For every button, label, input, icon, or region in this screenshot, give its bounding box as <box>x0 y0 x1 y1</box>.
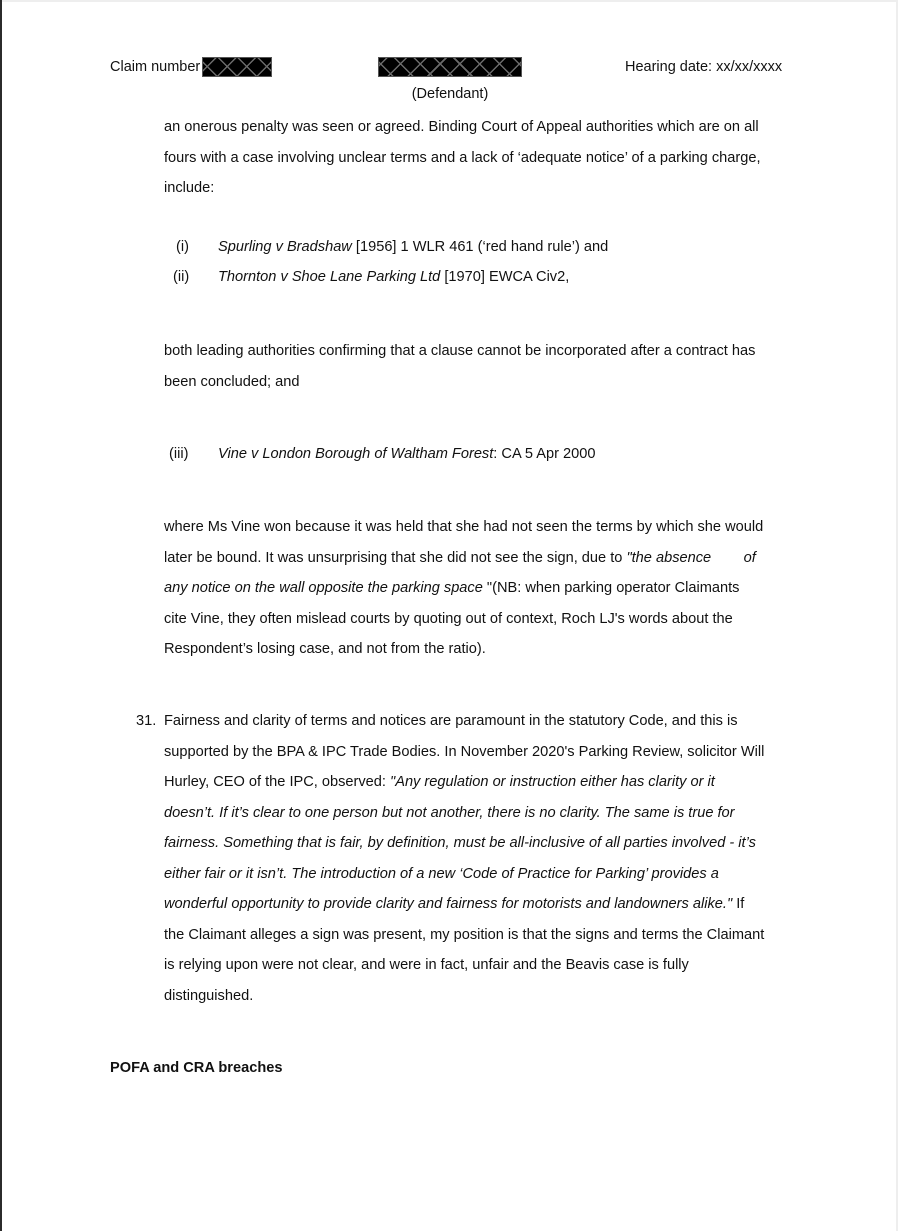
text-line: Fairness and clarity of terms and notices are paramount in the statutory Code, and this is <box>164 713 738 729</box>
quote-span: "the absence of <box>626 549 756 566</box>
text-line: both leading authorities confirming that a clause cannot be incorporated after a contract has <box>164 343 756 359</box>
quote-span: wonderful opportunity to provide clarity and fairness for motorists and landowners alike." <box>164 896 733 912</box>
section-heading: POFA and CRA breaches <box>110 1060 283 1076</box>
list-number: (iii) <box>169 446 189 462</box>
text-line: an onerous penalty was seen or agreed. Binding Court of Appeal authorities which are on all <box>164 119 759 135</box>
text-line <box>164 859 804 890</box>
text-line: supported by the BPA & IPC Trade Bodies. In November 2020's Parking Review, solicitor Will <box>164 743 765 760</box>
text-line: cite Vine, they often mislead courts by quoting out of context, Roch LJ's words about the <box>164 610 733 627</box>
text-span: Hurley, CEO of the IPC, observed: <box>164 774 391 790</box>
text-line: is relying upon were not clear, and were in fact, unfair and the Beavis case is fully <box>164 957 689 973</box>
text-line: include: <box>164 180 215 196</box>
text-span: If <box>732 896 745 912</box>
text-line <box>164 889 804 920</box>
quote-span: either fair or it isn’t. The introduction of a new ‘Code of Practice for Parking’ provides a <box>164 865 719 882</box>
authority-citation <box>218 444 596 464</box>
quote-span: fairness. Something that is fair, by definition, must be all-inclusive of all parties involved - it’s <box>164 835 756 851</box>
list-number: (ii) <box>173 269 190 285</box>
text-line: been concluded; and <box>164 373 300 390</box>
text-line <box>164 798 804 829</box>
claim-number-redaction <box>202 57 272 77</box>
quote-span: doesn’t. If it’s clear to one person but not another, there is no clarity. The same is true for <box>164 804 735 821</box>
paragraph-number: 31. <box>136 713 157 729</box>
authority-citation <box>218 267 569 287</box>
text-line: Respondent’s losing case, and not from the ratio). <box>164 641 486 657</box>
case-name: Thornton v Shoe Lane Parking Ltd <box>218 269 441 285</box>
quote-span: any notice on the wall opposite the parking space <box>164 580 487 596</box>
vine-paragraph <box>164 512 804 665</box>
text-line <box>164 573 804 604</box>
text-line: the Claimant alleges a sign was present, my position is that the signs and terms the Claimant <box>164 926 765 943</box>
text-line: distinguished. <box>164 987 254 1004</box>
claim-number-label: Claim number <box>110 59 201 75</box>
defendant-field <box>378 57 522 104</box>
text-line <box>164 828 804 859</box>
text-line <box>164 543 804 574</box>
text-span: "(NB: when parking operator Claimants <box>486 580 740 596</box>
citation-text: : CA 5 Apr 2000 <box>493 446 596 462</box>
citation-text: [1956] 1 WLR 461 (‘red hand rule’) and <box>351 239 609 255</box>
document-page <box>2 2 896 1231</box>
quote-span: "Any regulation or instruction either has clarity or it <box>390 774 715 790</box>
list-number: (i) <box>176 239 189 255</box>
defendant-name-redaction <box>378 57 522 77</box>
citation-text: [1970] EWCA Civ2, <box>440 269 570 285</box>
defendant-label: (Defendant) <box>411 86 489 102</box>
text-line: where Ms Vine won because it was held that she had not seen the terms by which she would <box>164 519 764 535</box>
text-span: later be bound. It was unsurprising that she did not see the sign, due to <box>164 549 627 566</box>
text-line: fours with a case involving unclear terms and a lack of ‘adequate notice’ of a parking charge, <box>164 149 761 166</box>
text-line <box>164 767 804 798</box>
claim-number-field <box>110 57 272 77</box>
case-name: Spurling v Bradshaw <box>218 239 352 255</box>
paragraph-31 <box>164 706 804 1011</box>
hearing-date: Hearing date: xx/xx/xxxx <box>625 59 783 75</box>
case-name: Vine v London Borough of Waltham Forest <box>218 446 494 462</box>
authority-citation <box>218 237 608 257</box>
middle-paragraph <box>164 336 804 397</box>
intro-paragraph <box>164 112 804 204</box>
